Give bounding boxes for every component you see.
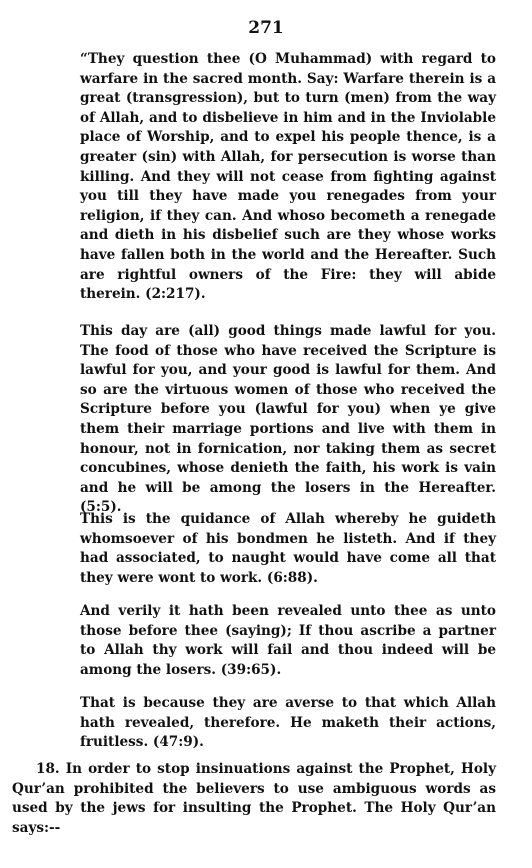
page-number: 271	[248, 18, 284, 38]
quote-block-2-217: “They question thee (O Muhammad) with regard to warfare in the sacred month. Say: Warfare therein is a great (transgression), but to turn (men) from the way of Allah, and to disbelieve in him and in the Inviolable place of Worship, and to expel his people thence, is a greater (sin) with Allah, for persecution is worse than killing. And they will not cease from fighting against you till they have made you renegades from your religion, if they can. And whoso becometh a renegade and dieth in his disbelief such are they whose works have fallen both in the world and the Hereafter. Such are rightful owners of the Fire: they will abide therein. (2:217).	[80, 51, 496, 303]
quote-block-39-65: And verily it hath been revealed unto thee as unto those before thee (saying); If thou ascribe a partner to Allah thy work will fail and thou indeed will be among the losers. (39:65).	[80, 603, 496, 678]
quote-block-6-88: This is the quidance of Allah whereby he guideth whomsoever of his bondmen he listeth. And if they had associated, to naught would have come all that they were wont to work. (6:88).	[80, 511, 496, 586]
numbered-paragraph-18: 18. In order to stop insinuations against the Prophet, Holy Qur’an prohibited the believers to use ambiguous words as used by the jews for insulting the Prophet. The Holy Qur’an says:--	[12, 761, 496, 836]
quote-block-47-9: That is because they are averse to that which Allah hath revealed, therefore. He maketh their actions, fruitless. (47:9).	[80, 695, 496, 751]
quote-block-5-5: This day are (all) good things made lawful for you. The food of those who have received the Scripture is lawful for you, and your good is lawful for them. And so are the virtuous women of those who received the Scripture before you (lawful for you) when ye give them their marriage portions and live with them in honour, not in fornication, nor taking them as secret concubines, whose denieth the faith, his work is vain and he will be among the losers in the Hereafter. (5:5).	[80, 323, 496, 516]
